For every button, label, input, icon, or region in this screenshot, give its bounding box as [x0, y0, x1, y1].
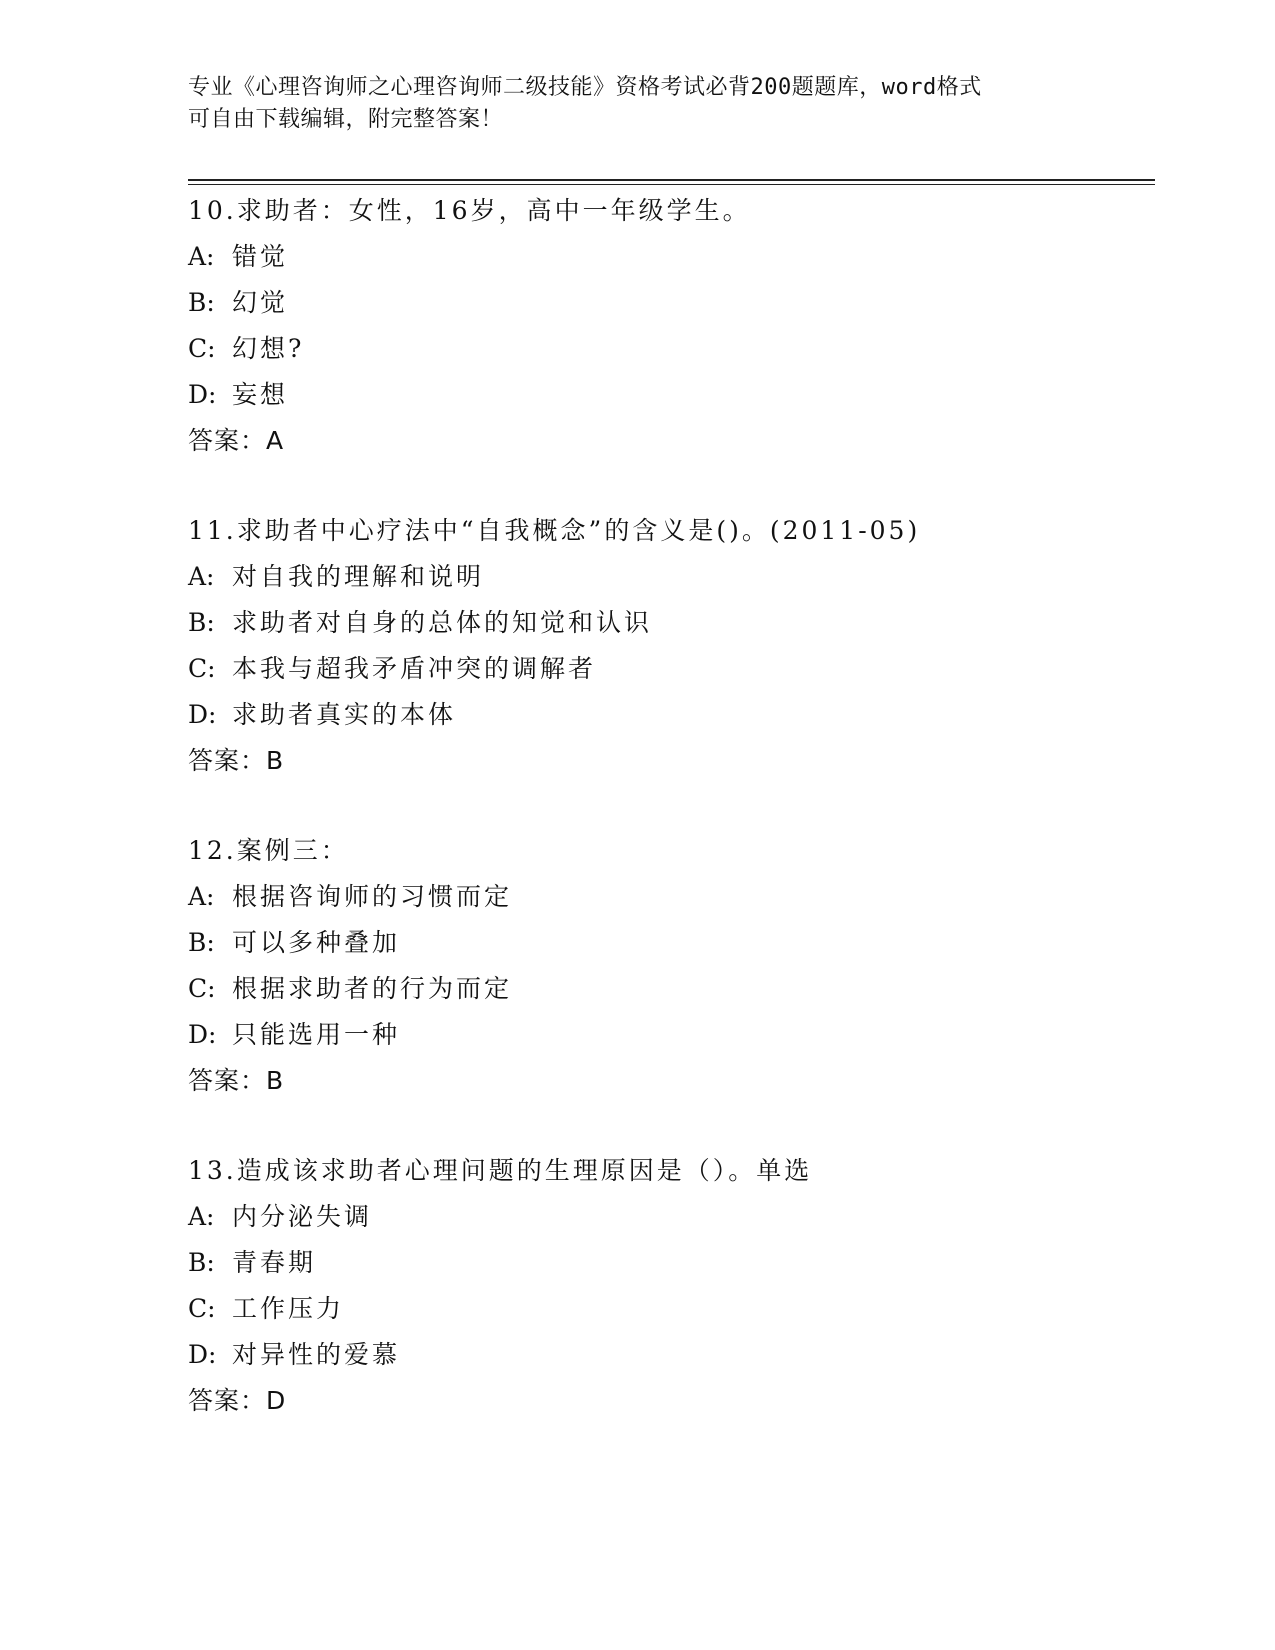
option-letter: A: — [188, 882, 215, 911]
option-letter: B: — [188, 928, 215, 957]
option-letter: B: — [188, 1248, 215, 1277]
option-letter: D: — [188, 1340, 217, 1369]
option-text: 可以多种叠加 — [232, 928, 401, 957]
option-a — [188, 1194, 1148, 1240]
option-letter: B: — [188, 288, 215, 317]
option-letter: D: — [188, 700, 217, 729]
option-text: 内分泌失调 — [232, 1202, 373, 1231]
answer-line: 答案：B — [188, 1066, 285, 1095]
header-line-1: 专业《心理咨询师之心理咨询师二级技能》资格考试必背200题题库，word格式 — [188, 75, 982, 100]
option-text: 对自我的理解和说明 — [232, 562, 485, 591]
option-text: 求助者对自身的总体的知觉和认识 — [232, 608, 653, 637]
document-header — [188, 72, 1088, 136]
option-letter: A: — [188, 1202, 215, 1231]
option-text: 根据求助者的行为而定 — [232, 974, 513, 1003]
question-stem: 10.求助者：女性，16岁，高中一年级学生。 — [188, 196, 751, 225]
question-stem: 12.案例三： — [188, 836, 349, 865]
option-b — [188, 280, 1148, 326]
option-text: 根据咨询师的习惯而定 — [232, 882, 513, 911]
option-a — [188, 234, 1148, 280]
option-c — [188, 1286, 1148, 1332]
option-d — [188, 1012, 1148, 1058]
option-text: 工作压力 — [232, 1294, 345, 1323]
option-d — [188, 692, 1148, 738]
option-letter: C: — [188, 654, 216, 683]
question-12 — [188, 828, 1148, 1148]
option-letter: C: — [188, 1294, 216, 1323]
header-divider — [188, 179, 1155, 185]
question-stem: 11.求助者中心疗法中“自我概念”的含义是()。(2011-05) — [188, 516, 921, 545]
answer-line: 答案：A — [188, 426, 285, 455]
option-letter: C: — [188, 334, 216, 363]
option-d — [188, 1332, 1148, 1378]
option-text: 幻觉 — [232, 288, 289, 317]
option-letter: A: — [188, 562, 215, 591]
option-text: 只能选用一种 — [232, 1020, 401, 1049]
option-text: 青春期 — [232, 1248, 317, 1277]
option-letter: D: — [188, 380, 217, 409]
option-a — [188, 554, 1148, 600]
option-text: 对异性的爱慕 — [232, 1340, 401, 1369]
question-10 — [188, 188, 1148, 508]
option-text: 本我与超我矛盾冲突的调解者 — [232, 654, 597, 683]
option-text: 妄想 — [232, 380, 289, 409]
option-c — [188, 966, 1148, 1012]
option-letter: A: — [188, 242, 215, 271]
option-c — [188, 646, 1148, 692]
option-text: 幻想? — [232, 334, 305, 363]
question-list — [188, 188, 1148, 1468]
answer-line: 答案：B — [188, 746, 285, 775]
question-11 — [188, 508, 1148, 828]
question-13 — [188, 1148, 1148, 1468]
option-c — [188, 326, 1148, 372]
option-text: 错觉 — [232, 242, 289, 271]
option-b — [188, 600, 1148, 646]
question-stem: 13.造成该求助者心理问题的生理原因是（）。单选 — [188, 1156, 813, 1185]
option-b — [188, 1240, 1148, 1286]
answer-line: 答案：D — [188, 1386, 287, 1415]
option-d — [188, 372, 1148, 418]
option-letter: C: — [188, 974, 216, 1003]
header-line-2: 可自由下载编辑，附完整答案！ — [188, 107, 504, 132]
option-letter: D: — [188, 1020, 217, 1049]
option-a — [188, 874, 1148, 920]
option-letter: B: — [188, 608, 215, 637]
option-b — [188, 920, 1148, 966]
option-text: 求助者真实的本体 — [232, 700, 457, 729]
